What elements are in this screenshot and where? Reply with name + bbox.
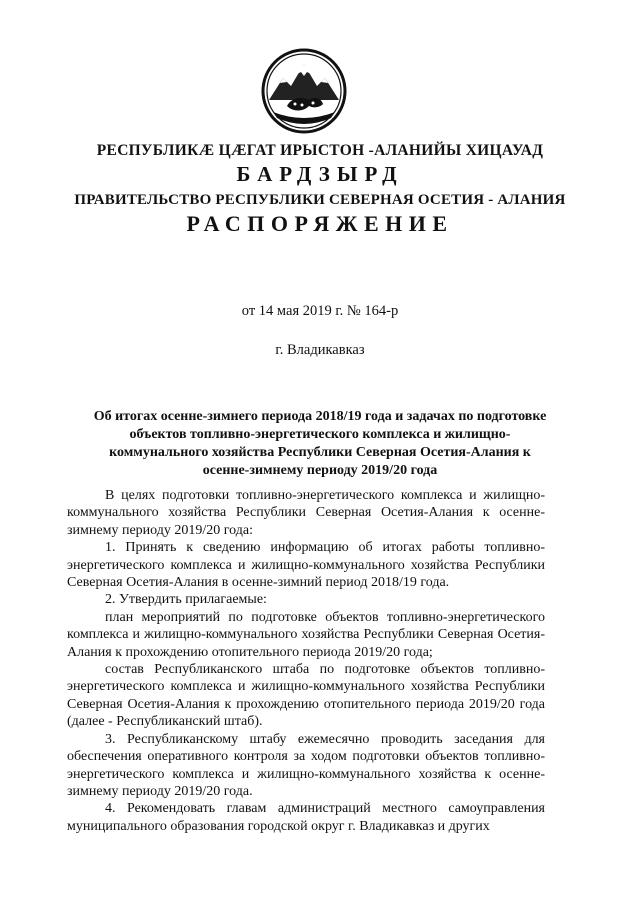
- document-body: [67, 487, 545, 835]
- paragraph-intro: В целях подготовки топливно-энергетического комплекса и жилищно-коммунального хозяйства Республики Северная Осетия-Алания к осенне-зимнему периоду 2019/20 года:: [67, 488, 545, 538]
- header-ossetian-line: РЕСПУБЛИКÆ ЦÆГАТ ИРЫСТОН -АЛАНИЙЫ ХИЦАУАД: [96, 142, 544, 159]
- paragraph-item-3: 3. Республиканскому штабу ежемесячно проводить заседания для обеспечения оперативного контроля за ходом подготовки объектов топливно-энергетического комплекса и жилищно-коммунального хозяйства к осенне-зимнему периоду 2019/20 года.: [67, 731, 545, 799]
- document-date-number: от 14 мая 2019 г. № 164-р: [241, 303, 399, 319]
- header-government: ПРАВИТЕЛЬСТВО РЕСПУБЛИКИ СЕВЕРНАЯ ОСЕТИЯ - АЛАНИЯ: [74, 192, 566, 208]
- coat-of-arms-emblem-icon: [261, 48, 347, 134]
- document-type-heading: РАСПОРЯЖЕНИЕ: [186, 211, 454, 236]
- document-title: Об итогах осенне-зимнего периода 2018/19 года и задачах по подготовке объектов топливно-энергетического комплекса и жилищно-коммунального хозяйства Республики Северная Осетия-Алания к осенне-зимнему периоду 2019/20 года: [93, 409, 547, 478]
- paragraph-item-2-plan: план мероприятий по подготовке объектов топливно-энергетического комплекса и жилищно-коммунального хозяйства Республики Северная Осетия-Алания к прохождению отопительного периода 2019/20 года;: [67, 609, 545, 660]
- paragraph-item-2: 2. Утвердить прилагаемые:: [105, 592, 267, 608]
- paragraph-item-1: 1. Принять к сведению информацию об итогах работы топливно-энергетического комплекса и жилищно-коммунального хозяйства Республики Северная Осетия-Алания в осенне-зимний период 2018/19 года.: [67, 540, 545, 591]
- paragraph-item-4: 4. Рекомендовать главам администраций местного самоуправления муниципального образования городской округ г. Владикавказ и других: [67, 801, 545, 834]
- document-city: г. Владикавказ: [275, 342, 365, 358]
- paragraph-item-2-staff: состав Республиканского штаба по подготовке объектов топливно-энергетического комплекса и жилищно-коммунального хозяйства Республики Северная Осетия-Алания к прохождению отопительного периода 2019/20 года (далее - Республиканский штаб).: [67, 662, 545, 730]
- header-bardzyrd: БАРДЗЫРД: [236, 162, 404, 186]
